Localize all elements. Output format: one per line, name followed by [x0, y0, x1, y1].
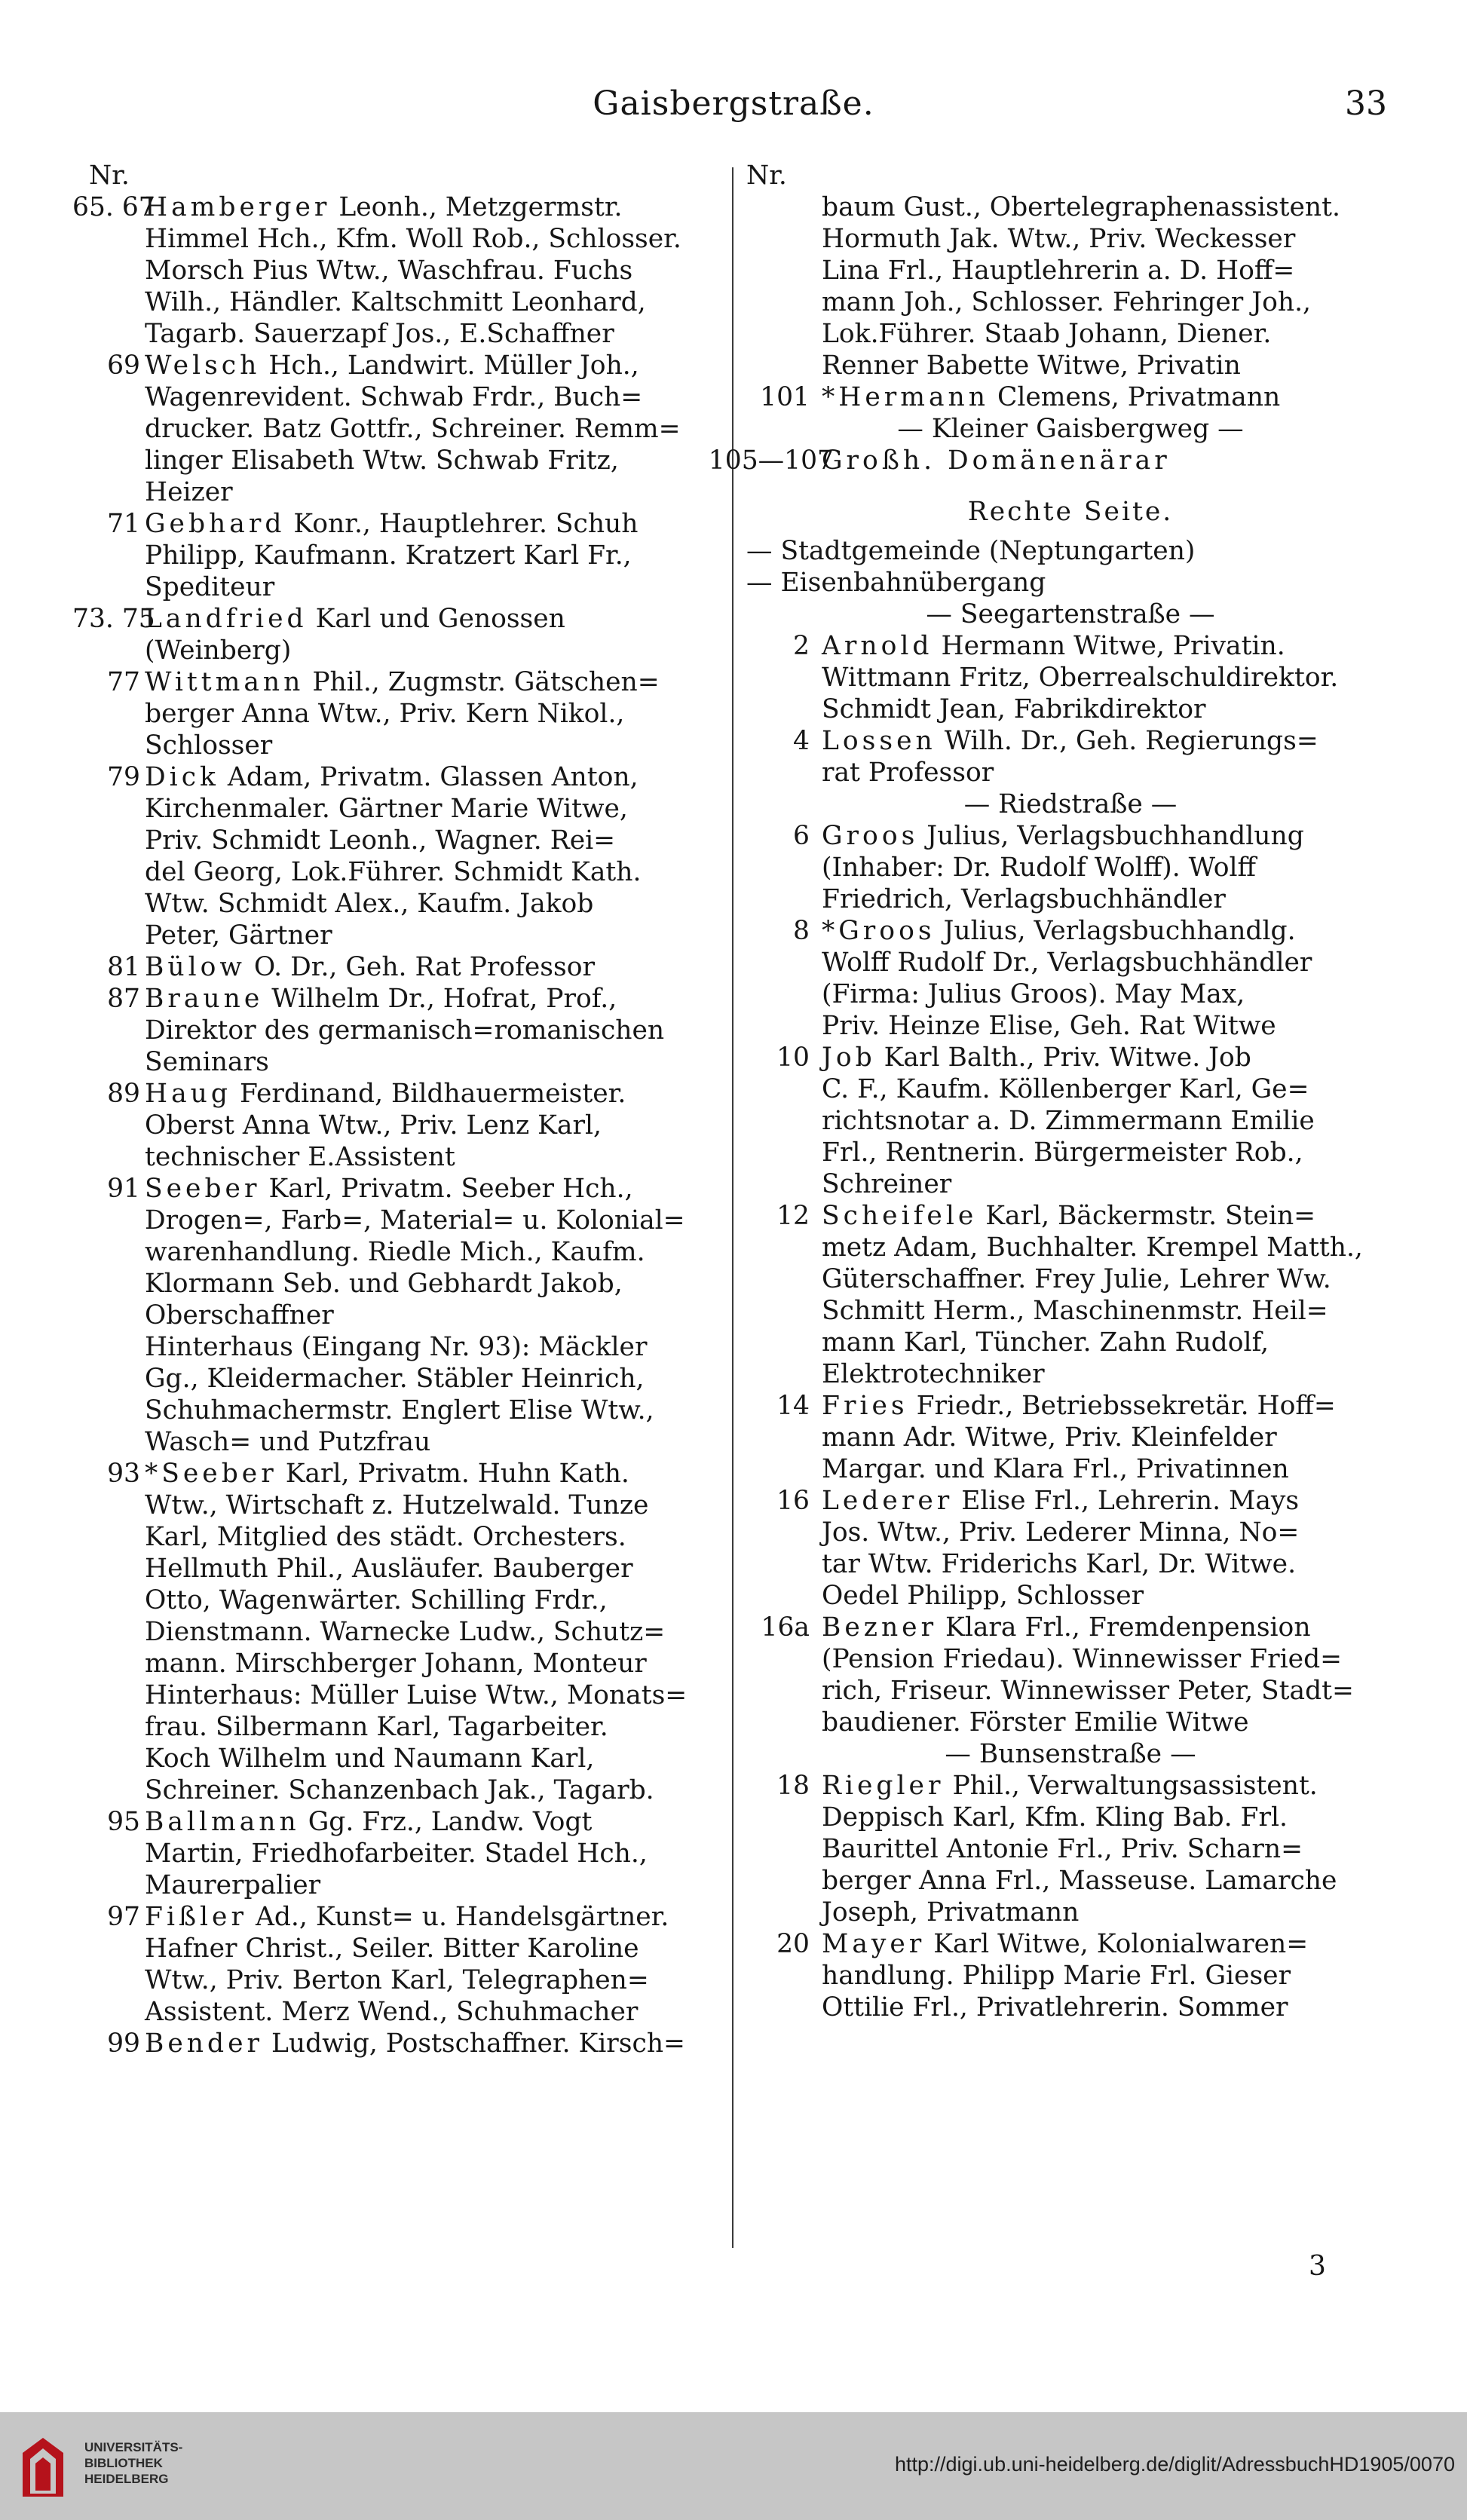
entry-line [145, 761, 728, 793]
house-number: 89 [107, 1079, 140, 1109]
entry-text: Adam, Privatm. Glassen Anton, [227, 762, 639, 792]
entry-line [822, 630, 1395, 662]
house-number: 8 [793, 916, 810, 946]
entry-name: Lossen [822, 726, 936, 756]
directory-entry [746, 1485, 1395, 1612]
directory-entry [89, 1901, 728, 2028]
directory-entry [746, 630, 1395, 725]
entry-name: Welsch [145, 351, 261, 381]
entry-line: Oedel Philipp, Schlosser [822, 1581, 1144, 1611]
entry-name: Braune [145, 984, 264, 1014]
nr-label: Nr. [89, 161, 130, 191]
entry-line [822, 1612, 1395, 1643]
entry-text: Karl Balth., Priv. Witwe. Job [884, 1043, 1251, 1073]
entry-line: Maurerpalier [145, 1870, 321, 1900]
entry-line [145, 508, 728, 540]
entry-line: Schmidt Jean, Fabrikdirektor [822, 694, 1206, 724]
entry-line: C. F., Kaufm. Köllenberger Karl, Ge= [822, 1074, 1309, 1104]
entries-seegarten [746, 630, 1395, 788]
entry-name: Bezner [822, 1612, 938, 1643]
entry-text: Ad., Kunst= u. Handelsgärtner. [255, 1902, 669, 1932]
directory-entry [72, 191, 728, 350]
heading-rechte-seite: Rechte Seite. [967, 497, 1174, 527]
directory-entry [89, 951, 728, 983]
entry-name: Bülow [145, 952, 246, 982]
entry-line [822, 1485, 1395, 1517]
dash-line-stadtgemeinde: — Stadtgemeinde (Neptungarten) [746, 536, 1196, 566]
entry-line [822, 1770, 1395, 1802]
entry-line: Frl., Rentnerin. Bürgermeister Rob., [822, 1138, 1303, 1168]
entry-line [145, 350, 728, 381]
entry-line [145, 2028, 728, 2059]
directory-entry [746, 1390, 1395, 1485]
entry-line [145, 191, 728, 223]
entry-line: Wtw. Schmidt Alex., Kaufm. Jakob [145, 889, 594, 919]
directory-entry [746, 381, 1395, 413]
directory-entry [746, 820, 1395, 915]
nr-label: Nr. [746, 161, 787, 191]
entry-line: Peter, Gärtner [145, 920, 332, 951]
directory-entry [89, 1458, 728, 1806]
house-number: 12 [776, 1201, 810, 1231]
entry-line [145, 1078, 728, 1110]
directory-entry [89, 983, 728, 1078]
entry-line: baum Gust., Obertelegraphenassistent. [822, 192, 1340, 222]
house-number: 14 [776, 1391, 810, 1421]
entry-line: Wtw., Wirtschaft z. Hutzelwald. Tunze [145, 1490, 649, 1520]
entry-text: Hermann Witwe, Privatin. [941, 631, 1285, 661]
entry-line [822, 725, 1395, 757]
entry-line [145, 1458, 728, 1490]
directory-entry [746, 915, 1395, 1042]
entry-line: Baurittel Antonie Frl., Priv. Scharn= [822, 1834, 1303, 1864]
entry-text: Friedr., Betriebssekretär. Hoff= [916, 1391, 1336, 1421]
house-number: 105—107 [708, 446, 834, 476]
source-url-link[interactable]: http://digi.ub.uni-heidelberg.de/diglit/AdressbuchHD1905/0070 [894, 2453, 1455, 2476]
directory-entry [89, 350, 728, 508]
house-number: 81 [107, 952, 140, 982]
entry-text: Ludwig, Postschaffner. Kirsch= [271, 2029, 685, 2059]
entries-bunsen [746, 1770, 1395, 2023]
library-name-line: UNIVERSITÄTS- [84, 2440, 183, 2454]
page-title: Gaisbergstraße. [593, 84, 874, 123]
house-number: 2 [793, 631, 810, 661]
entry-line: Hormuth Jak. Wtw., Priv. Weckesser [822, 224, 1296, 254]
entry-line: Jos. Wtw., Priv. Lederer Minna, No= [822, 1517, 1300, 1548]
directory-entry [89, 761, 728, 951]
heading-kleiner-gaisbergweg: — Kleiner Gaisbergweg — [897, 414, 1244, 444]
entry-text: O. Dr., Geh. Rat Professor [253, 952, 595, 982]
directory-entry [746, 725, 1395, 788]
entry-text: Phil., Verwaltungsassistent. [952, 1771, 1318, 1801]
entry-name: Ballmann [145, 1807, 300, 1837]
entry-line: Direktor des germanisch=romanischen [145, 1015, 665, 1046]
entry-name: Dick [145, 762, 219, 792]
house-number: 65. 67 [72, 192, 155, 222]
entry-text: Julius, Verlagsbuchhandlung [926, 821, 1304, 851]
entry-line: Hellmuth Phil., Ausläufer. Bauberger [145, 1554, 633, 1584]
entry-line [822, 1042, 1395, 1073]
house-number: 87 [107, 984, 140, 1014]
entry-line [822, 1390, 1395, 1422]
entry-line: Schreiner [822, 1169, 952, 1199]
directory-entry [746, 1042, 1395, 1200]
entry-line: Ottilie Frl., Privatlehrerin. Sommer [822, 1992, 1288, 2022]
entry-line [145, 603, 728, 635]
entry-name: Groos [822, 821, 919, 851]
entry-line: rat Professor [822, 758, 994, 788]
house-number: 101 [760, 382, 810, 412]
signature-mark: 3 [1309, 2251, 1326, 2282]
entry-line: Wasch= und Putzfrau [145, 1427, 431, 1457]
entry-line [822, 445, 1395, 476]
left-column [72, 160, 728, 2059]
directory-entry [89, 508, 728, 603]
directory-entry [746, 1612, 1395, 1738]
directory-entry [89, 1806, 728, 1901]
entry-line: Tagarb. Sauerzapf Jos., E.Schaffner [145, 319, 614, 349]
heading-seegartenstrasse: — Seegartenstraße — [926, 599, 1215, 629]
entry-line: Schreiner. Schanzenbach Jak., Tagarb. [145, 1775, 654, 1805]
entry-line [822, 381, 1395, 413]
entry-text: Karl Witwe, Kolonialwaren= [933, 1929, 1309, 1959]
left-entries [72, 191, 728, 2059]
directory-entry [89, 666, 728, 761]
entry-line [822, 1928, 1395, 1960]
house-number: 20 [776, 1929, 810, 1959]
entry-line: berger Anna Wtw., Priv. Kern Nikol., [145, 699, 625, 729]
heading-bunsenstrasse: — Bunsenstraße — [945, 1739, 1196, 1769]
entry-text: Wilh. Dr., Geh. Regierungs= [944, 726, 1318, 756]
entry-text: Wilhelm Dr., Hofrat, Prof., [271, 984, 617, 1014]
entry-line: Martin, Friedhofarbeiter. Stadel Hch., [145, 1839, 648, 1869]
entry-line: Otto, Wagenwärter. Schilling Frdr., [145, 1585, 608, 1615]
entry-name: Lederer [822, 1486, 954, 1516]
directory-entry [89, 1173, 728, 1458]
entry-name: Job [822, 1043, 876, 1073]
entry-line: Klormann Seb. und Gebhardt Jakob, [145, 1269, 623, 1299]
entry-text: Karl, Privatm. Seeber Hch., [268, 1174, 633, 1204]
entry-block [708, 445, 1395, 476]
entry-line: Koch Wilhelm und Naumann Karl, [145, 1744, 595, 1774]
house-number: 77 [107, 667, 140, 697]
entry-name: Scheifele [822, 1201, 978, 1231]
entry-text: Clemens, Privatmann [997, 382, 1281, 412]
entry-line: Heizer [145, 477, 233, 507]
entry-block [746, 381, 1395, 413]
library-name-line: BIBLIOTHEK [84, 2456, 163, 2470]
entry-line: (Inhaber: Dr. Rudolf Wolff). Wolff [822, 853, 1257, 883]
entry-line: Himmel Hch., Kfm. Woll Rob., Schlosser. [145, 224, 681, 254]
entry-text: Ferdinand, Bildhauermeister. [239, 1079, 626, 1109]
entry-line: frau. Silbermann Karl, Tagarbeiter. [145, 1712, 608, 1742]
entry-name: Arnold [822, 631, 933, 661]
entry-line: Drogen=, Farb=, Material= u. Kolonial= [145, 1205, 685, 1236]
entry-line: Wittmann Fritz, Oberrealschuldirektor. [822, 663, 1339, 693]
entry-line [145, 951, 728, 983]
entry-text: Leonh., Metzgermstr. [338, 192, 623, 222]
entry-line: baudiener. Förster Emilie Witwe [822, 1707, 1249, 1738]
entry-line: Güterschaffner. Frey Julie, Lehrer Ww. [822, 1264, 1331, 1294]
entry-line: Assistent. Merz Wend., Schuhmacher [145, 1997, 639, 2027]
entry-line: Joseph, Privatmann [822, 1897, 1080, 1928]
entry-line: Hinterhaus: Müller Luise Wtw., Monats= [145, 1680, 688, 1710]
entry-name: Wittmann [145, 667, 305, 697]
entry-text: Klara Frl., Fremdenpension [945, 1612, 1311, 1643]
house-number: 10 [776, 1043, 810, 1073]
entry-line: Schmitt Herm., Maschinenmstr. Heil= [822, 1296, 1328, 1326]
entry-line: drucker. Batz Gottfr., Schreiner. Remm= [145, 414, 681, 444]
entry-name: *Hermann [822, 382, 989, 412]
house-number: 79 [107, 762, 140, 792]
entry-line: Seminars [145, 1047, 269, 1077]
entry-line: mann Karl, Tüncher. Zahn Rudolf, [822, 1327, 1269, 1358]
entry-name: *Groos [822, 916, 936, 946]
entry-line: Elektrotechniker [822, 1359, 1045, 1389]
entry-line: Wtw., Priv. Berton Karl, Telegraphen= [145, 1965, 649, 1995]
entry-line: mann Adr. Witwe, Priv. Kleinfelder [822, 1422, 1277, 1453]
entry-name: Fries [822, 1391, 908, 1421]
house-number: 95 [107, 1807, 140, 1837]
house-number: 4 [793, 726, 810, 756]
page-number: 33 [1345, 84, 1387, 123]
directory-entry [72, 603, 728, 666]
entry-line: Hafner Christ., Seiler. Bitter Karoline [145, 1934, 639, 1964]
entry-text: Karl, Privatm. Huhn Kath. [285, 1459, 629, 1489]
entry-line: mann Joh., Schlosser. Fehringer Joh., [822, 287, 1311, 317]
library-name [84, 2439, 182, 2487]
entry-text: Julius, Verlagsbuchhandlg. [943, 916, 1296, 946]
entry-text: Karl und Genossen [315, 604, 565, 634]
entry-line: warenhandlung. Riedle Mich., Kaufm. [145, 1237, 645, 1267]
entry-name: Haug [145, 1079, 231, 1109]
entry-text: Hch., Landwirt. Müller Joh., [268, 351, 639, 381]
house-number: 73. 75 [72, 604, 155, 634]
library-name-line: HEIDELBERG [84, 2472, 169, 2486]
house-number: 97 [107, 1902, 140, 1932]
directory-entry [89, 2028, 728, 2059]
page-header [0, 0, 1467, 143]
entry-line: Lok.Führer. Staab Johann, Diener. [822, 319, 1272, 349]
entry-line: (Firma: Julius Groos). May Max, [822, 979, 1245, 1009]
entry-line: Friedrich, Verlagsbuchhändler [822, 884, 1226, 914]
entry-line: Schlosser [145, 730, 273, 761]
entry-line: Morsch Pius Wtw., Waschfrau. Fuchs [145, 256, 633, 286]
entry-line [145, 983, 728, 1015]
entry-line: metz Adam, Buchhalter. Krempel Matth., [822, 1232, 1363, 1263]
entry-line [145, 666, 728, 698]
entry-line: Kirchenmaler. Gärtner Marie Witwe, [145, 794, 628, 824]
house-number: 6 [793, 821, 810, 851]
house-number: 69 [107, 351, 140, 381]
entry-line: Priv. Heinze Elise, Geh. Rat Witwe [822, 1011, 1276, 1041]
entry-line: tar Wtw. Friderichs Karl, Dr. Witwe. [822, 1549, 1297, 1579]
entry-line: (Pension Friedau). Winnewisser Fried= [822, 1644, 1343, 1674]
house-number: 91 [107, 1174, 140, 1204]
directory-entry [746, 1928, 1395, 2023]
directory-entry [89, 1078, 728, 1173]
entry-name: Riegler [822, 1771, 945, 1801]
entry-line: berger Anna Frl., Masseuse. Lamarche [822, 1866, 1337, 1896]
entry-text: Phil., Zugmstr. Gätschen= [312, 667, 660, 697]
entry-line: Priv. Schmidt Leonh., Wagner. Rei= [145, 825, 616, 856]
entry-line [145, 1173, 728, 1205]
continuation-block [746, 191, 1395, 381]
entry-text: Gg. Frz., Landw. Vogt [308, 1807, 593, 1837]
directory-entry [746, 1770, 1395, 1928]
entry-name: Gebhard [145, 509, 286, 539]
house-number: 16 [776, 1486, 810, 1516]
entry-name: Hamberger [145, 192, 331, 222]
entry-line: handlung. Philipp Marie Frl. Gieser [822, 1961, 1291, 1991]
directory-entry [746, 1200, 1395, 1390]
column-divider [732, 167, 734, 2248]
entry-line: Margar. und Klara Frl., Privatinnen [822, 1454, 1289, 1484]
entry-text: Elise Frl., Lehrerin. Mays [961, 1486, 1300, 1516]
entry-line: Wagenrevident. Schwab Frdr., Buch= [145, 382, 643, 412]
house-number: 93 [107, 1459, 140, 1489]
entry-line: Deppisch Karl, Kfm. Kling Bab. Frl. [822, 1802, 1288, 1833]
entry-line: del Georg, Lok.Führer. Schmidt Kath. [145, 857, 642, 887]
entry-text: Konr., Hauptlehrer. Schuh [293, 509, 639, 539]
entry-name: Seeber [145, 1174, 261, 1204]
entries-ried [746, 820, 1395, 1738]
entry-line: Karl, Mitglied des städt. Orchesters. [145, 1522, 626, 1552]
entry-line: Schuhmachermstr. Englert Elise Wtw., [145, 1395, 654, 1425]
entry-line: (Weinberg) [145, 635, 292, 666]
entry-line [822, 820, 1395, 852]
footer-bar [0, 2412, 1467, 2520]
entry-line: Renner Babette Witwe, Privatin [822, 351, 1241, 381]
right-column [708, 160, 1395, 2023]
entry-name: *Seeber [145, 1459, 277, 1489]
entry-line: Wilh., Händler. Kaltschmitt Leonhard, [145, 287, 646, 317]
entry-name: Landfried [145, 604, 308, 634]
house-number: 71 [107, 509, 140, 539]
entry-name: Großh. Domänenärar [822, 446, 1171, 476]
entry-name: Fißler [145, 1902, 247, 1932]
entry-line: technischer E.Assistent [145, 1142, 455, 1172]
entry-line: Dienstmann. Warnecke Ludw., Schutz= [145, 1617, 666, 1647]
entry-name: Bender [145, 2029, 263, 2059]
entry-line: Spediteur [145, 572, 275, 602]
entry-line: rich, Friseur. Winnewisser Peter, Stadt= [822, 1676, 1354, 1706]
directory-entry [708, 445, 1395, 476]
entry-line [822, 1200, 1395, 1232]
entry-line: mann. Mirschberger Johann, Monteur [145, 1649, 647, 1679]
entry-line [145, 1806, 728, 1838]
house-number: 18 [776, 1771, 810, 1801]
entry-line: Oberschaffner [145, 1300, 334, 1330]
entry-line: Gg., Kleidermacher. Stäbler Heinrich, [145, 1364, 645, 1394]
entry-line [822, 915, 1395, 947]
entry-line: Wolff Rudolf Dr., Verlagsbuchhändler [822, 948, 1312, 978]
entry-line: Lina Frl., Hauptlehrerin a. D. Hoff= [822, 256, 1295, 286]
entry-text: Karl, Bäckermstr. Stein= [985, 1201, 1316, 1231]
entry-line: richtsnotar a. D. Zimmermann Emilie [822, 1106, 1315, 1136]
entry-name: Mayer [822, 1929, 926, 1959]
entry-line: Hinterhaus (Eingang Nr. 93): Mäckler [145, 1332, 648, 1362]
house-number: 16a [761, 1612, 810, 1643]
library-logo-icon [15, 2430, 71, 2503]
entry-line: Oberst Anna Wtw., Priv. Lenz Karl, [145, 1110, 602, 1141]
heading-riedstrasse: — Riedstraße — [963, 789, 1178, 819]
entry-line: linger Elisabeth Wtw. Schwab Fritz, [145, 446, 619, 476]
house-number: 99 [107, 2029, 140, 2059]
dash-line-eisenbahn: — Eisenbahnübergang [746, 568, 1046, 598]
entry-line [145, 1901, 728, 1933]
entry-line: Philipp, Kaufmann. Kratzert Karl Fr., [145, 540, 632, 571]
